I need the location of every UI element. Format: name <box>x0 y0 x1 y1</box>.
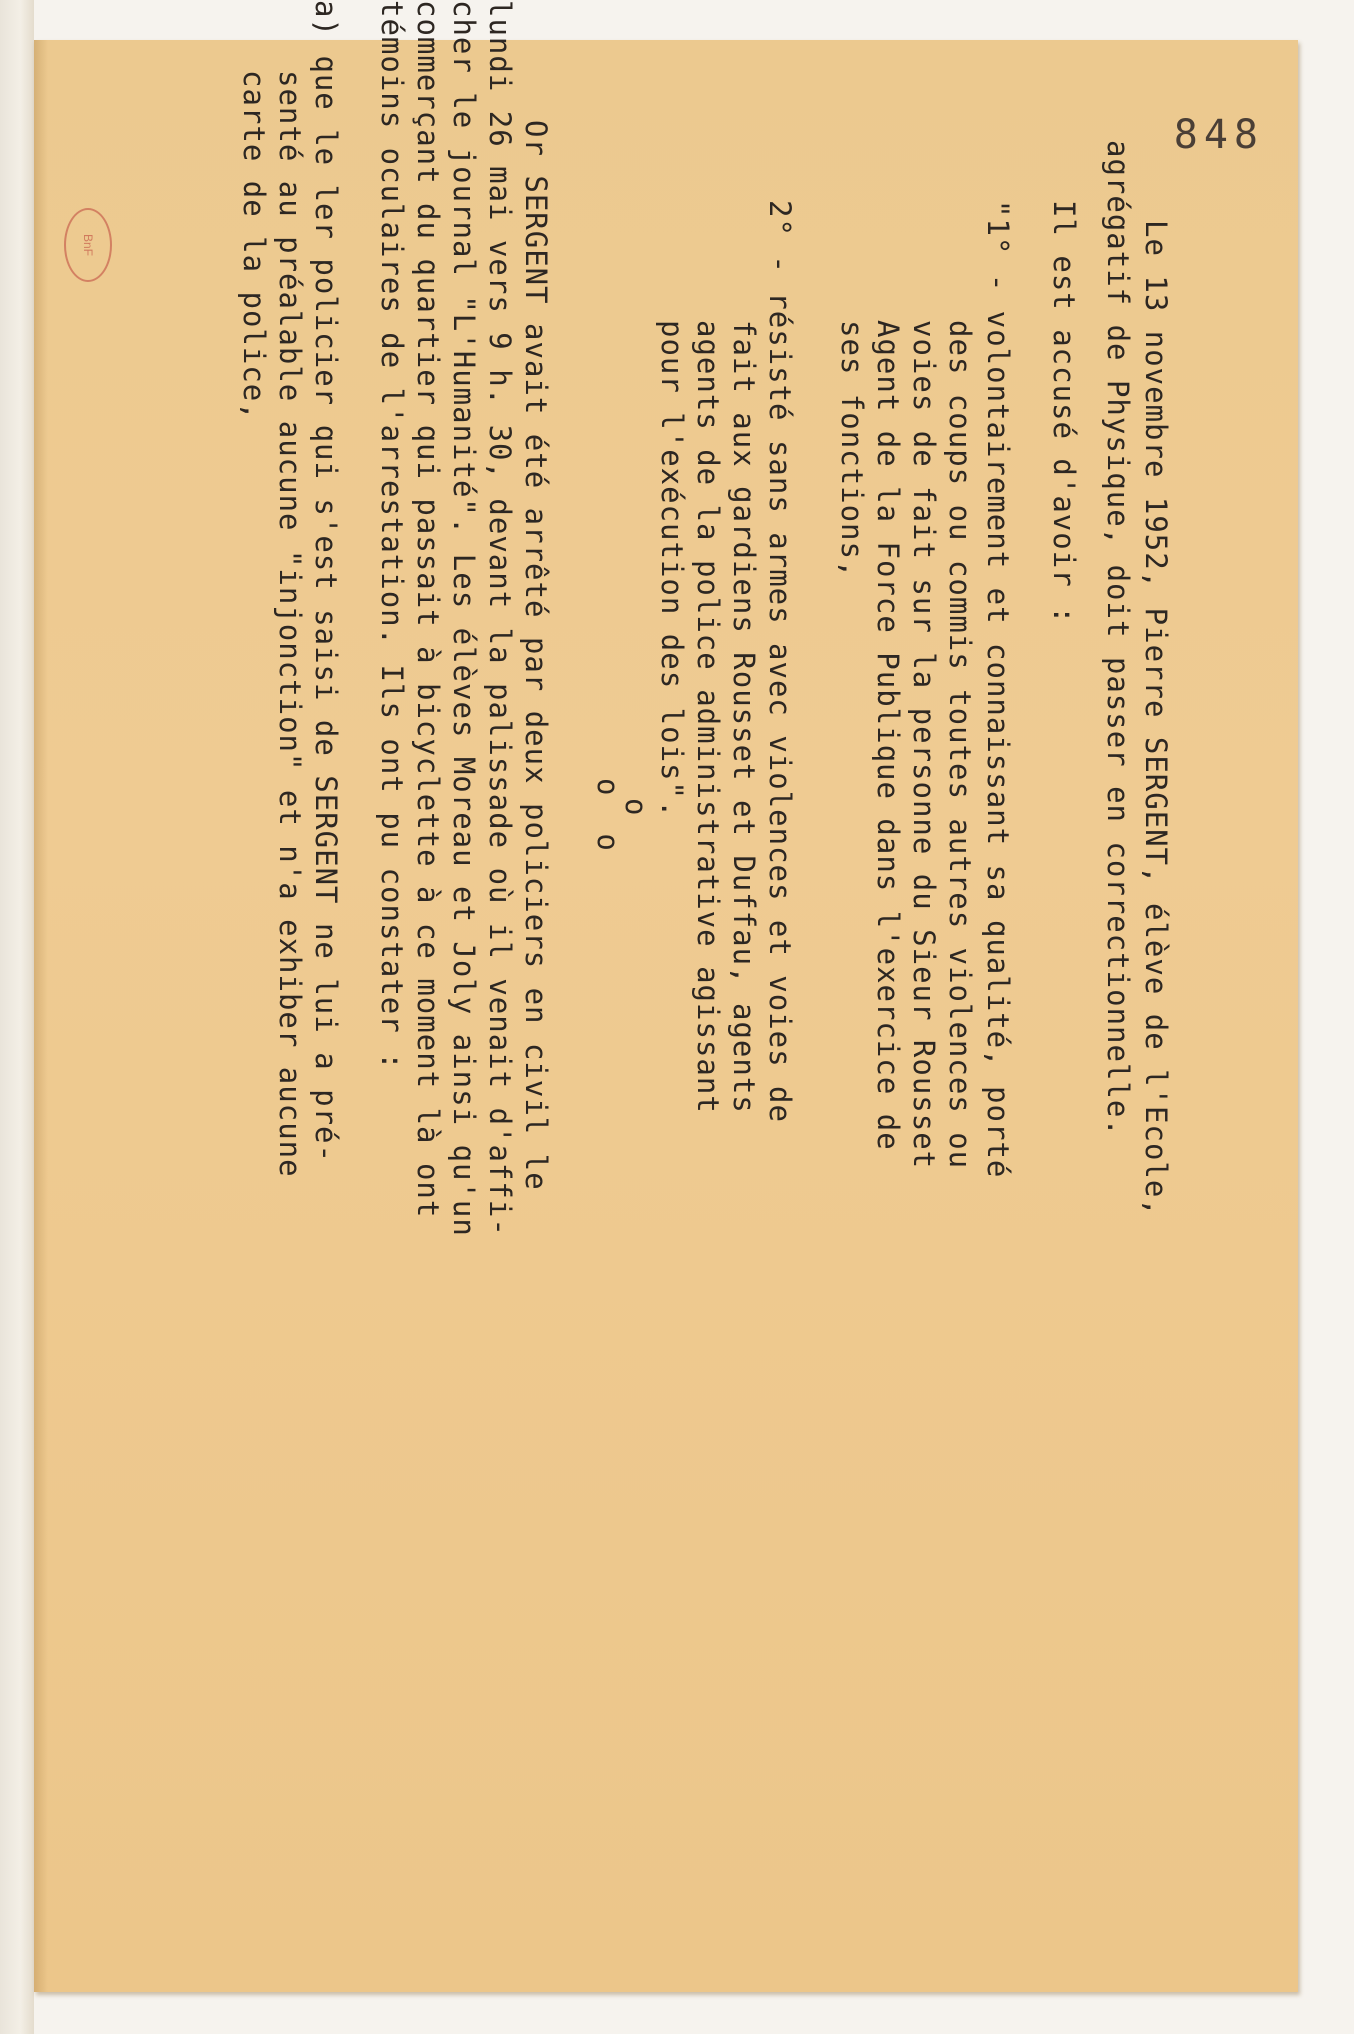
section-divider-bottom: o o <box>591 778 625 852</box>
bnf-stamp-text: BnF <box>81 233 95 257</box>
intro-line-2: agrégatif de Physique, doit passer en correctionnelle. <box>1101 140 1135 1137</box>
narrative-line-5: témoins oculaires de l'arrestation. Ils ont pu constater : <box>375 0 409 1071</box>
charge-1-line-1: "1° - volontairement et connaissant sa qualité, porté <box>981 200 1015 1179</box>
narrative-line-3: cher le journal "L'Humanité". Les élèves Moreau et Joly ainsi qu'un <box>447 0 481 1237</box>
bnf-stamp <box>64 208 112 282</box>
section-divider-top: o <box>619 798 653 817</box>
narrative-line-4: commerçant du quartier qui passait à bicyclette à ce moment là ont <box>411 0 445 1219</box>
page-number: 848 <box>1173 112 1264 158</box>
narrative-line-2: lundi 26 mai vers 9 h. 30, devant la palissade où il venait d'affi- <box>483 0 517 1237</box>
point-a-line-1: a) que le ler policier qui s'est saisi de SERGENT ne lui a pré- <box>309 0 343 1163</box>
point-a-line-2: senté au préalable aucune "injonction" et n'a exhiber aucune <box>273 70 307 1178</box>
charge-1-line-5: ses fonctions, <box>835 320 869 579</box>
charge-2-line-1: 2° - résisté sans armes avec violences et voies de <box>763 200 797 1123</box>
accusation-heading: Il est accusé d'avoir : <box>1047 200 1081 625</box>
charge-1-line-4: Agent de la Force Publique dans l'exercice de <box>871 320 905 1151</box>
charge-2-line-4: pour l'exécution des lois". <box>655 320 689 819</box>
narrative-line-1: Or SERGENT avait été arrêté par deux policiers en civil le <box>519 120 553 1191</box>
previous-page-edge <box>0 0 34 2034</box>
charge-1-line-2: des coups ou commis toutes autres violences ou <box>943 320 977 1170</box>
intro-line-1: Le 13 novembre 1952, Pierre SERGENT, élève de l'Ecole, <box>1139 220 1173 1217</box>
charge-1-line-3: voies de fait sur la personne du Sieur Rousset <box>907 320 941 1170</box>
point-a-line-3: carte de la police, <box>237 70 271 421</box>
charge-2-line-3: agents de la police administrative agissant <box>691 320 725 1114</box>
charge-2-line-2: fait aux gardiens Rousset et Duffau, agents <box>727 320 761 1114</box>
